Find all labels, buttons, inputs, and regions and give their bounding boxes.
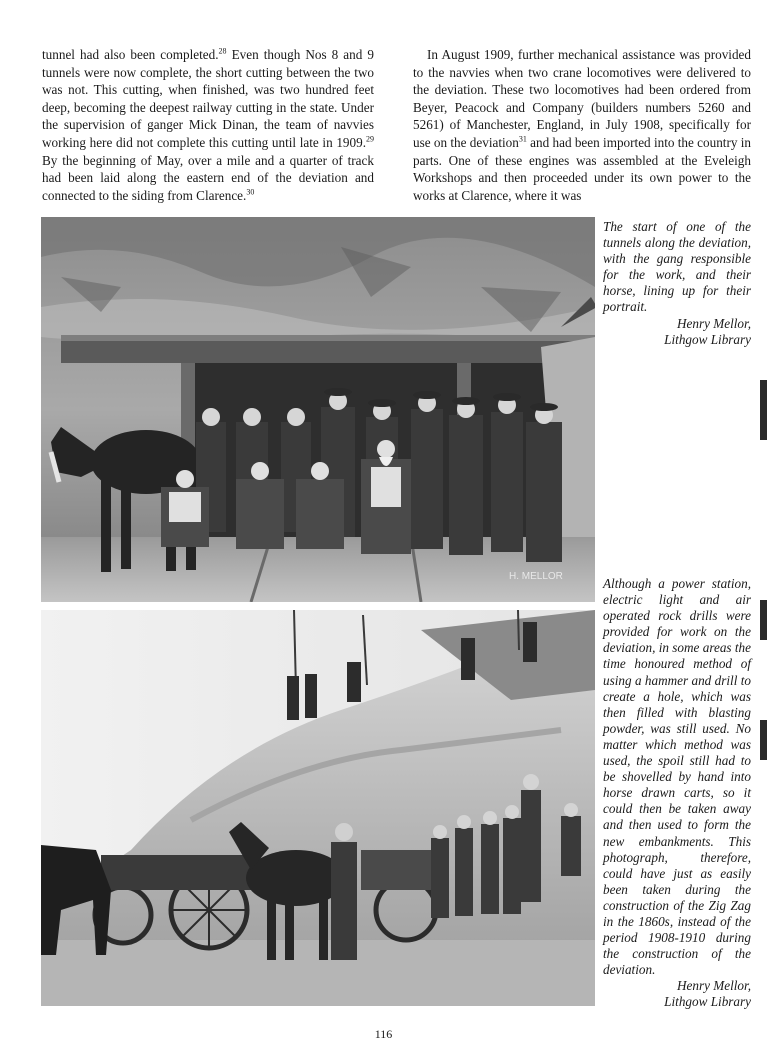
page-number: 116 — [374, 1027, 393, 1041]
tunnel-gang-photo — [41, 217, 595, 602]
caption-text: Although a power station, electric light and air operated rock drills were provided for work on the deviation, in some areas the time honoured method of using a hammer and drill to create a hole, which was then filled with blasting powder, was still used. No matter which method was used, the spoil still had to be shovelled by hand into horse drawn carts, so it could then be taken away and then used to form the new embankments. This photograph, therefore, could have just as easily been taken during the construction of the Zig Zag in the 1860s, instead of the period 1908-1910 during the construction of the deviation. — [603, 576, 751, 978]
footnote-ref: 28 — [218, 46, 227, 56]
cutting-work-photo — [41, 610, 595, 1006]
photo-credit-source: Lithgow Library — [664, 994, 751, 1010]
bottom-photo-caption — [603, 576, 751, 1011]
footnote-ref: 29 — [366, 134, 374, 144]
text-run: and had been imported into the country in parts. One of these engines was assembled at the Eveleigh Workshops and then proceeded under its own power to the works at Clarence, where it was — [413, 134, 752, 203]
photo-credit: Henry Mellor, — [677, 978, 751, 994]
left-paragraph — [42, 46, 374, 204]
text-run: Even though Nos 8 and 9 tunnels were now complete, the short cutting between the two was not. This cutting, when finished, was two hundred feet deep, becoming the deepest railway cutting in the state. Under the supervision of ganger Mick Dinan, the team of navvies working here did not complete this cutting until late in 1909. — [42, 47, 374, 150]
caption-text: The start of one of the tunnels along the deviation, with the gang responsible for the work, and their horse, lining up for their portrait. — [603, 219, 751, 315]
page-edge-shadow — [760, 380, 767, 440]
photo-credit: Henry Mellor, — [677, 315, 751, 331]
text-run: By the beginning of May, over a mile and a quarter of track had been laid along the eastern end of the deviation and connected to the siding from Clarence. — [42, 152, 374, 203]
photo-watermark: H. MELLOR — [509, 571, 563, 582]
right-paragraph — [413, 46, 751, 204]
footnote-ref: 30 — [246, 187, 255, 197]
tunnel-gang-illustration — [41, 217, 595, 602]
footnote-ref: 31 — [518, 134, 527, 144]
text-run: tunnel had also been completed. — [42, 47, 219, 62]
page-edge-shadow — [760, 720, 767, 760]
left-text-column — [42, 46, 374, 204]
text-run: In August 1909, further mechanical assistance was provided to the navvies when two crane locomotives were delivered to the deviation. These two locomotives had been ordered from Beyer, Peacock and Company (builders numbers 5260 and 5261) of Manchester, England, in July 1908, specifically for use on the deviation — [413, 47, 751, 150]
page-edge-shadow — [760, 600, 767, 640]
cutting-work-illustration — [41, 610, 595, 1006]
photo-credit-source: Lithgow Library — [664, 331, 751, 347]
top-photo-caption — [603, 219, 751, 348]
right-text-column — [413, 46, 751, 204]
